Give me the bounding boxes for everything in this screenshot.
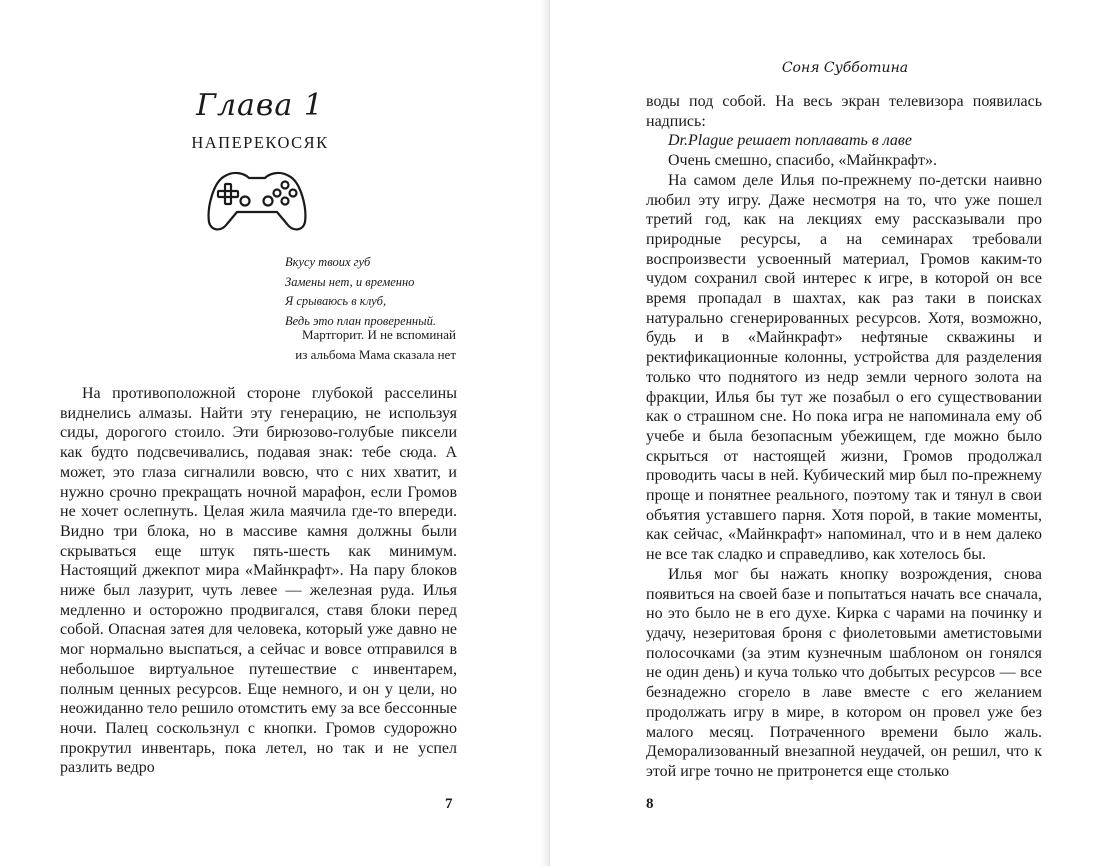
button-top (282, 182, 289, 189)
button-bottom (282, 198, 289, 205)
chapter-title: Глава 1 (196, 88, 324, 123)
button-right (290, 190, 297, 197)
page-number: 7 (445, 796, 453, 812)
epigraph-line: Я срываюсь в клуб, (285, 294, 387, 308)
dpad-left (218, 191, 225, 197)
button-left (274, 190, 281, 197)
game-message: Dr.Plague решает поплавать в лаве (668, 132, 912, 150)
epigraph-attribution-line: Мартгорит. И не вспоминай (301, 327, 456, 342)
running-head: Соня Субботина (781, 60, 909, 76)
paragraph: На самом деле Илья по-прежнему по-детски наивно любил эту игру. Даже несмотря на то, что уже пошел третий год, как на лекциях ему рассказывали про природные ресурсы, а на семинарах требовали воспроизвести усвоенный материал, Громов каким-то чудом сохранил свой интерес к игре, в которой он все время пропадал в шахтах, как раз таки в поисках натурально сгенерированных ресурсов. Хотя, возможно, будь и в «Майнкрафт» нефтяные скважины и ректификационные колонны, устройства для разделения только что поднятого из недр земли черного золота на фракции, Илья бы тут же позабыл о его существовании как о страшном сне. Но пока игра не напоминала ему об учебе и была безопасным убежищем, где можно было скрыться от настоящей жизни, Громов продолжал проводить часы в ней. Кубический мир был по-прежнему проще и понятнее реального, поэтому так и тянул в свои объятия уставшего парня. Хотя порой, в такие моменты, как сейчас, «Майнкрафт» напоминал, что и в нем далеко не все так сладко и справедливо, как хотелось бы. (646, 171, 1042, 564)
epigraph (285, 253, 465, 331)
thumbstick-left (241, 197, 250, 206)
gamepad-icon (205, 168, 309, 234)
dpad-up (225, 184, 231, 191)
chapter-subtitle: НАПЕРЕКОСЯК (191, 133, 329, 152)
epigraph-line: Замены нет, и временно (285, 274, 415, 289)
gamepad-outline (209, 173, 306, 229)
paragraph: На противоположной стороне глубокой расселины виднелись алмазы. Найти эту генерацию, не используя сиды, дорогого стоило. Эти бирюзово-голубые пиксели как будто подсвечивались, подавая знак: тебе сюда. А может, это глаза сигналили вовсю, что с них хватит, и нужно срочно прекращать ночной марафон, если Громов не хочет ослепнуть. Целая жила маячила где-то впереди. Видно три блока, но в массиве камня должны были скрываться еще штук пять-шесть как минимум. Настоящий джекпот мира «Майнкрафт». На пару блоков ниже был лазурит, чуть левее — железная руда. Илья медленно и осторожно продвигался, ставя блоки перед собой. Опасная затея для человека, который уже давно не мог нормально выспаться, а сейчас и вовсе отправился в небольшое виртуальное путешествие с инвентарем, полным ценных ресурсов. Еще немного, и он у цели, но неожиданно тело решило отомстить ему за все бессонные ночи. Палец соскользнул с кнопки. Громов судорожно прокрутил инвентарь, пока летел, но так и не успел разлить ведро (60, 385, 457, 777)
thumbstick-right (264, 197, 273, 206)
epigraph-line: Ведь это план проверенный. (285, 313, 436, 328)
paragraph: воды под собой. На весь экран телевизора появилась надпись: (646, 93, 1042, 130)
epigraph-attribution (270, 325, 456, 364)
epigraph-line: Вкусу твоих губ (285, 255, 371, 269)
page-number: 8 (646, 796, 654, 812)
epigraph-attribution-line: из альбома Мама сказала нет (295, 346, 456, 362)
paragraph: Илья мог бы нажать кнопку возрождения, снова появиться на своей базе и попытаться начать все сначала, но это было не в его духе. Кирка с чарами на починку и удачу, незеритовая броня с фиолетовыми аметистовыми полосочками (за этим кузнечным шаблоном он гонялся не один день) и куча только что добытых ресурсов — все безнадежно сгорело в лаве вместе с его желанием продолжать игру в мире, в котором он провел уже без малого месяц. Потраченного времени было жаль. Деморализованный внезапной неудачей, он решил, что к этой игре точно не притронется еще столько (646, 565, 1042, 780)
dpad-right (231, 191, 238, 197)
left-body-text (60, 384, 457, 778)
dpad-down (225, 197, 231, 204)
right-body-text (646, 92, 1042, 782)
paragraph: Очень смешно, спасибо, «Майнкрафт». (668, 152, 938, 170)
left-page (0, 0, 548, 866)
